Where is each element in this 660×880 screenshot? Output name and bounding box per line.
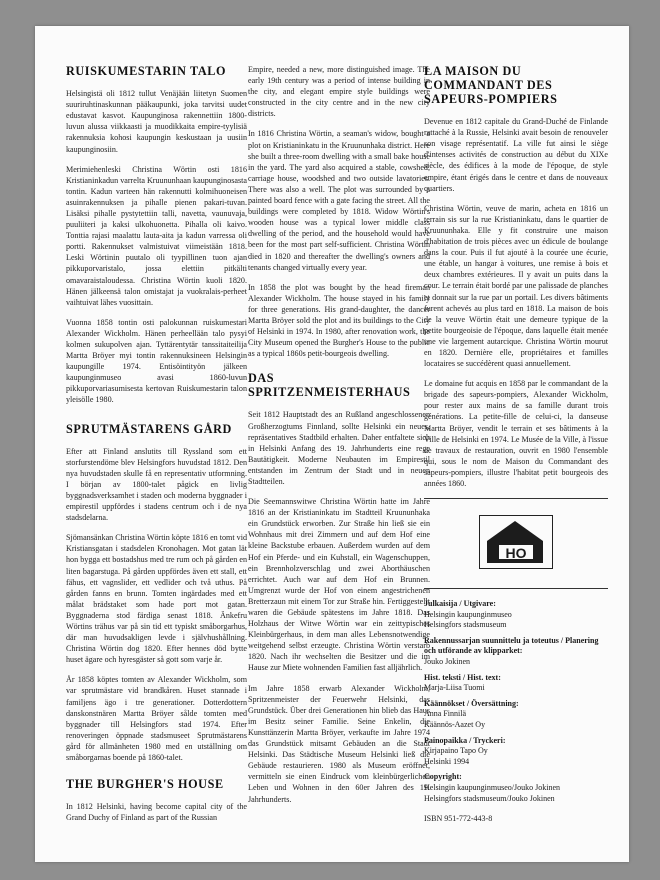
paragraph: Devenue en 1812 capitale du Grand-Duché de Finlande rattaché à la Russie, Helsinki avait besoin de renouveler son visage représentatif. La ville fut ainsi le siège d'intenses activités de construction au début du XIXe siècle, des édifices à la mode de l'époque, de style empire, étant érigés dans le centre et dans de nouveaux quartiers.: [424, 117, 608, 193]
heading-english: THE BURGHER'S HOUSE: [66, 777, 224, 792]
column-right: [424, 64, 608, 823]
credit-item: Hist. teksti / Hist. text: Marja-Liisa Tuomi: [424, 672, 501, 693]
isbn-number: ISBN 951-772-443-8: [424, 814, 493, 824]
paragraph: Sjömansänkan Christina Wörtin köpte 1816 en tomt vid Kristiansgatan i stadsdelen Kronohagen. Mot gatan lät hon bygga ett bostadshus med tre rum och på gården en liten bagarstuga. På gården uppfördes även ett stall, ett fähus, ett vagnslider, ett vedlider och två uthus. På gården fanns en brunn. Tomten ingärdades med ett målat brädstaket som hade port mot gatan. Byggnaderna stod färdiga senast 1818. Änkefru Wörtins trähus var på sin tid ett typiskt småborgarhus, där man huvudsakligen levde i självhushållning. Christina Wörtin dog 1820. Efter hennes död bytte huset ägare och hyresgäster så gott som varje år.: [66, 533, 247, 665]
paragraph: Le domaine fut acquis en 1858 par le commandant de la brigade des sapeurs-pompiers, Alexander Wickholm, pour rester aux mains de sa famille durant trois générations. La petite-fille de celui-ci, la danseuse Martta Bröyer, vendit le terrain et ses bâtiments à la Ville de Helsinki en 1974. Le Musée de la Ville, à l'issue de travaux de restauration, ouvrit en 1980 l'ensemble qui, sous le nom de Maison du Commandant des sapeurs-pompiers, illustre l'habitat petit bourgeois des années 1860.: [424, 379, 608, 488]
divider: [424, 498, 608, 499]
heading-french: LA MAISON DU COMMANDANT DES SAPEURS-POMPIERS: [424, 64, 558, 107]
paragraph: Die Seemannswitwe Christina Wörtin hatte im Jahre 1816 an der Kristianinkatu im Stadtteil Kruununhaka ein Grundstück erworben. Zur Straße hin ließ sie ein Wohnhaus mit drei Zimmern und auf dem Hof eine kleine Backstube erbauen. Außerdem wurden auf dem Hof ein Pferde- und ein Kuhstall, ein Wagenschuppen, ein Brennholzverschlag und zwei Aborthäuschen errichtet. Auch war auf dem Hof ein Brunnen. Umgrenzt wurde der Hof von einem angestrichenen Bretterzaun mit einem Tor zur Straße hin. Fertiggestellt waren die Gebäude spätestens im Jahre 1818. Das Holzhaus der Witwe Wörtin war ein zeittypisches Kleinbürgerhaus, in dem man alles Lebensnotwendige weitgehend selbst erzeugte. Christina Wörtin verstarb 1820. Nach ihr wechselten die Besitzer und die im Hause zur Miete wohnenden Familien fast alljährlich.: [248, 497, 430, 673]
paragraph: Seit 1812 Hauptstadt des an Rußland angeschlossenen Großherzogtums Finnland, sollte Helsinki ein neues, repräsentatives Stadtbild erhalten. Daher entfaltete sich in Helsinki Anfang des 19. Jahrhunderts eine rege Bautätigkeit. Moderne Neubauten im Empirestil entstanden im Zentrum der Stadt und in neuen Stadtteilen.: [248, 410, 430, 486]
paragraph: Merimiehenleski Christina Wörtin osti 1816 Kristianinkadun varrelta Kruununhaan kaupunginosasta tontin. Kadun varteen hän rakennutti kolmihuoneisen asuinrakennuksen ja pihalle pienen pakari-tuvan. Lisäksi pihalle pystytettiin talli, navetta, vaunuvaja, puuliiteri ja kaksi ulkohuonetta. Pihalla oli kaivo. Tonttia rajasi maalattu lauta-aita ja kadun varressa oli portti. Rakennukset valmistuivat viimeistään 1818. Leski Wörtinin puutalo oli tyypillinen tuon ajan pikkuporvaristalo, jossa elettiin pitkälti omavaraistaloudessa. Christina Wörtin kuoli 1820. Hänen jälkeensä talon omistajat ja vuokralais-perheet vaihtuivat lähes vuosittain.: [66, 164, 247, 307]
paragraph: År 1858 köptes tomten av Alexander Wickholm, som var sprutmästare vid brandkåren. Huset stannade i familjens ägo i tre generationer. Dotterdottern danskonstnären Martta Bröyer sålde tomten med byggnader till Helsingfors stad 1974. Efter renoveringen öppnade stadsmuseet Sprutmästarens gård för allmänheten 1980 med en utställning om småborgarnas boende på 1860-talet.: [66, 675, 247, 763]
credits-list: [424, 599, 608, 804]
paragraph: Im Jahre 1858 erwarb Alexander Wickholm, Spritzenmeister der Feuerwehr Helsinki, das Grundstück. Über drei Generationen hin blieb das Haus im Besitz seiner Familie. Seine Enkelin, die Kunsttänzerin Martta Bröyer, verkaufte im Jahre 1974 das Grundstück mitsamt Gebäuden an die Stadt Helsinki. Das Städtische Museum Helsinki ließ die Gebäude restaurieren. 1980 als Museum eröffnet, vermitteln sie einen Eindruck vom kleinbürgerlichen Leben und Wohnen in den 60er Jahren des 19. Jahrhunderts.: [248, 683, 430, 804]
paragraph: In 1812 Helsinki, having become capital city of the Grand Duchy of Finland as part of the Russian: [66, 802, 247, 823]
column-middle: [248, 64, 430, 814]
logo-text: HO: [505, 545, 527, 562]
paragraph: Efter att Finland anslutits till Ryssland som ett storfurstendöme blev Helsingfors huvudstad 1812. Den nya huvudstaden skulle få en representativ utformning. I början av 1800-talet pågick en livlig byggnadsverksamhet i staden och moderna byggnader i empirestil uppfördes i stadens centrum och i de nya stadsdelarna.: [66, 446, 247, 523]
credit-item: Käännökset / Översättning: Anna Finnilä Käännös-Aazet Oy: [424, 698, 519, 730]
paragraph: Christina Wörtin, veuve de marin, acheta en 1816 un terrain sis sur la rue Kristianinkatu, dans le quartier de Kruununhaka. Elle y fit construire une maison d'habitation de trois pièces avec un édicule de boulange dans la cour. Puis il fut ajouté à la courée une écurie, une étable, un hangar à voitures, une remise à bois et deux chambres extérieures. Il y avait un puits dans la cour. Le terrain était bordé par une palissade de planches et donnait sur la rue par un portail. Les divers bâtiments furent achevés au plus tard en 1818. La maison de bois de la veuve Wörtin était une demeure typique de la petite bourgeoisie de l'époque, dans laquelle était menée une vie largement autarcique. Christina Wörtin mourut en 1820. Dernière elle, propriétaires et familles locataires se succédèrent quasi annuellement.: [424, 203, 608, 369]
heading-finnish: RUISKUMESTARIN TALO: [66, 64, 227, 78]
house-logo-icon: [479, 515, 553, 569]
heading-swedish: SPRUTMÄSTARENS GÅRD: [66, 421, 232, 436]
paragraph: Empire, needed a new, more distinguished image. The early 19th century was a period of intense building in the city, and elegant empire style buildings were constructed in the city centre and in the new city districts.: [248, 65, 430, 119]
divider: [424, 588, 608, 589]
document-sheet: [35, 26, 629, 862]
paragraph: In 1858 the plot was bought by the head fireman Alexander Wickholm. The house stayed in his family for three generations. His grand-daughter, the dancer Martta Bröyer sold the plot and its buildings to the City of Helsinki in 1974. In 1980, after renovation work, the City Museum opened the Burgher's House to the public as a typical 1860s petit-bourgeois dwelling.: [248, 282, 430, 359]
heading-german: DAS SPRITZENMEISTERHAUS: [248, 371, 411, 400]
credit-item: Copyright: Helsingin kaupunginmuseo/Jouko Jokinen Helsingfors stadsmuseum/Jouko Jokinen: [424, 772, 560, 803]
paragraph: Vuonna 1858 tontin osti palokunnan ruiskumestari Alexander Wickholm. Hänen perheellään talo pysyi kolmen sukupolven ajan. Tyttärentytär tanssitaiteilija Martta Bröyer myi tontin rakennuksineen Helsingin kaupungille 1974. Entisöintityön jälkeen kaupunginmuseo avasi 1860-luvun pikkuporvariasumisesta kertovan Ruiskumestarin talon yleisölle 1980.: [66, 317, 247, 405]
column-left: [66, 64, 247, 832]
credit-item: Julkaisija / Utgivare: Helsingin kaupunginmuseo Helsingfors stadsmuseum: [424, 599, 512, 630]
credit-item: Rakennussarjan suunnittelu ja toteutus / Planering och utförande av klipparket: Jouko Jokinen: [424, 635, 599, 667]
credit-item: Painopaikka / Tryckeri: Kirjapaino Tapo Oy Helsinki 1994: [424, 735, 506, 766]
paragraph: Helsingistä oli 1812 tullut Venäjään liitetyn Suomen suuriruhtinaskunnan pääkaupunki, joka tarvitsi uudet edustavat kasvot. Kaupunginosa rakennettiin 1800-luvun alussa viikkaasti ja muodikkaita empire-tyylisiä rakennuksia kohosi kaupungin keskustaan ja uusiin kaupunginosiin.: [66, 89, 247, 154]
paragraph: In 1816 Christina Wörtin, a seaman's widow, bought a plot on Kristianinkatu in the Kruununhaka district. Here she built a three-room dwelling with a small bake house in the yard. The yard also acquired a stable, cowshed, carriage house, woodshed and two outside lavatories. There was also a well. The plot was surrounded by a painted board fence with a gate facing the street. All the buildings were completed by 1818. Widow Wörtin's wooden house was a typical lower middle class dwelling of the period, and the household would have been for the most part self-sufficient. Christina Wörtin died in 1820 and thereafter the dwelling's owners and tenants changed virtually every year.: [248, 129, 430, 272]
